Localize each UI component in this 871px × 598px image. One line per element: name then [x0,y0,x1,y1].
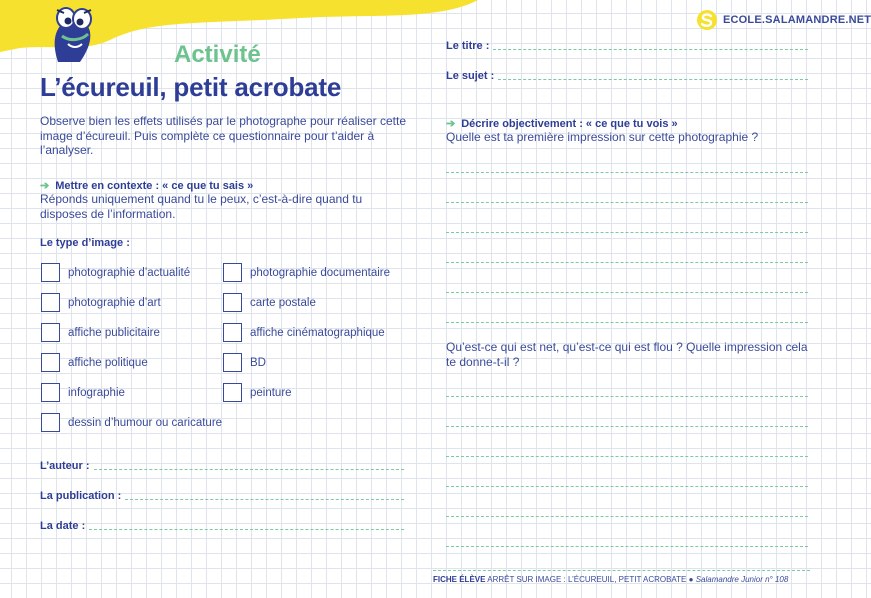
answer-line[interactable] [446,396,808,397]
title-label: Le titre : [446,40,490,52]
checkbox[interactable] [223,323,242,342]
publication-field[interactable] [40,490,404,502]
context-heading [40,179,253,192]
answer-line[interactable] [446,456,808,457]
subject-field[interactable] [446,70,808,82]
answer-line[interactable] [446,322,808,323]
footer-issue: Salamandre Junior n° 108 [695,575,789,584]
author-field[interactable] [40,460,404,472]
right-arrow-icon: ➔ [446,118,456,130]
question-1: Quelle est ta première impression sur cette photographie ? [446,130,759,144]
checkbox[interactable] [223,263,242,282]
describe-heading-text: Décrire objectivement : « ce que tu vois » [461,118,678,130]
option-label: peinture [250,386,292,399]
option-bd[interactable] [223,353,266,372]
brand-logo[interactable] [697,10,871,30]
option-infographie[interactable] [41,383,125,402]
intro-text: Observe bien les effets utilisés par le photographe pour réaliser cette image d’écureuil. Puis complète ce questionnaire pour t’aider à l’analyser. [40,114,406,157]
question-2 [446,340,826,370]
option-label: photographie d’actualité [68,266,191,279]
option-actualite[interactable] [41,263,190,282]
answer-line[interactable] [446,172,808,173]
option-label: affiche politique [68,356,148,369]
option-label: carte postale [250,296,316,309]
publication-line[interactable] [125,499,404,500]
brand-name: ECOLE.SALAMANDRE.NET [723,14,871,26]
footer-bullet: ● [688,575,694,584]
checkbox[interactable] [41,413,60,432]
answer-line[interactable] [446,292,808,293]
option-label: affiche cinématographique [250,326,385,339]
describe-heading [446,117,678,130]
answer-line[interactable] [446,426,808,427]
answer-line[interactable] [446,546,808,547]
salamandre-logo-icon [697,10,717,30]
date-label: La date : [40,520,86,532]
checkbox[interactable] [41,383,60,402]
option-art[interactable] [41,293,161,312]
checkbox[interactable] [41,353,60,372]
date-line[interactable] [89,529,404,530]
checkbox[interactable] [223,353,242,372]
option-label: infographie [68,386,125,399]
option-affiche-cinema[interactable] [223,323,385,342]
footer-subject: ARRÊT SUR IMAGE : L’ÉCUREUIL, PETIT ACROBATE [487,575,687,584]
context-heading-text: Mettre en contexte : « ce que tu sais » [55,180,254,192]
option-carte-postale[interactable] [223,293,316,312]
answer-line[interactable] [446,486,808,487]
subject-label: Le sujet : [446,70,495,82]
option-label: affiche publicitaire [68,326,160,339]
option-affiche-politique[interactable] [41,353,148,372]
checkbox[interactable] [223,293,242,312]
activity-label: Activité [174,41,261,68]
option-dessin-humour[interactable] [41,413,222,432]
type-label: Le type d’image : [40,237,130,249]
subject-line[interactable] [498,79,808,80]
checkbox[interactable] [41,263,60,282]
date-field[interactable] [40,520,404,532]
option-documentaire[interactable] [223,263,390,282]
author-label: L’auteur : [40,460,90,472]
publication-label: La publication : [40,490,122,502]
answer-line[interactable] [446,516,808,517]
answer-line[interactable] [446,232,808,233]
checkbox[interactable] [41,323,60,342]
option-label: photographie d’art [68,296,161,309]
option-peinture[interactable] [223,383,292,402]
title-field[interactable] [446,40,808,52]
page-title: L’écureuil, petit acrobate [40,72,342,102]
option-label: BD [250,356,266,369]
right-arrow-icon: ➔ [40,180,50,192]
question-2-line-1: Qu’est-ce qui est net, qu’est-ce qui est flou ? Quelle impression cela [446,340,808,354]
author-line[interactable] [94,469,404,470]
title-line[interactable] [493,49,808,50]
option-label: dessin d’humour ou caricature [68,416,223,429]
context-text: Réponds uniquement quand tu le peux, c’est-à-dire quand tu disposes de l’information. [40,192,363,221]
question-2-line-2: te donne-t-il ? [446,355,520,369]
checkbox[interactable] [41,293,60,312]
answer-line[interactable] [446,202,808,203]
salamander-mascot-icon [40,4,100,64]
footer [433,570,810,584]
option-label: photographie documentaire [250,266,391,279]
checkbox[interactable] [223,383,242,402]
footer-sheet: FICHE ÉLÈVE [433,575,486,584]
answer-line[interactable] [446,262,808,263]
option-affiche-publicitaire[interactable] [41,323,160,342]
